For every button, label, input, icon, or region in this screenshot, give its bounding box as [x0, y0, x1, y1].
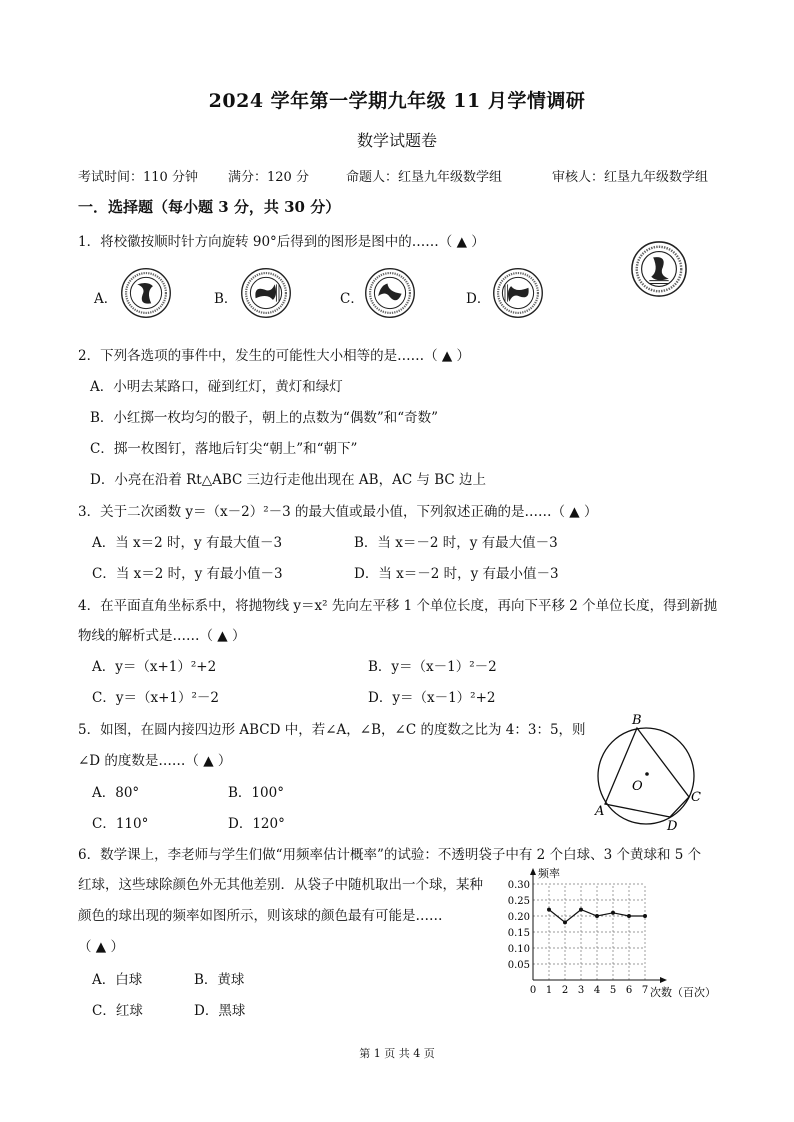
q5-stem-line2: ∠D 的度数是……（ ▲ ） — [78, 753, 232, 769]
chart-ytick-label: 0.20 — [507, 912, 530, 923]
chart-data-point — [579, 908, 583, 912]
q2-option-c: C．掷一枚图钉，落地后钉尖“朝上”和“朝下” — [90, 441, 358, 457]
q1-label-d: D． — [466, 291, 491, 307]
q5-circle-figure — [590, 710, 720, 834]
full-score: 满分：120 分 — [228, 170, 309, 185]
q5-label-a: A — [595, 804, 605, 819]
school-seal-option-a — [120, 267, 172, 319]
chart-xtick-label: 0 — [529, 985, 537, 996]
reviewer: 审核人：红垦九年级数学组 — [552, 170, 709, 185]
chart-data-point — [547, 908, 551, 912]
q3-option-b: B．当 x＝－2 时，y 有最大值－3 — [354, 535, 558, 551]
q6-stem-line1: 6．数学课上，李老师与学生们做“用频率估计概率”的试验：不透明袋子中有 2 个白球、3 个黄球和 5 个 — [78, 847, 702, 863]
q2-option-d: D．小亮在沿着 Rt△ABC 三边行走他出现在 AB，AC 与 BC 边上 — [90, 472, 487, 488]
q5-label-d: D — [667, 819, 678, 834]
chart-x-arrow — [660, 977, 667, 983]
q1-label-a: A． — [94, 291, 118, 307]
chart-xtick-label: 5 — [609, 985, 617, 996]
chart-ytick-label: 0.30 — [507, 880, 530, 891]
chart-ytick-label: 0.15 — [507, 928, 530, 939]
school-seal-reference — [630, 240, 688, 298]
chart-data-point — [627, 914, 631, 918]
chart-data-point — [611, 911, 615, 915]
school-seal-option-c — [364, 267, 416, 319]
chart-data-point — [595, 914, 599, 918]
q3-option-d: D．当 x＝－2 时，y 有最小值－3 — [354, 566, 559, 582]
q6-stem-line2: 红球，这些球除颜色外无其他差别．从袋子中随机取出一个球，某种 — [78, 877, 483, 893]
exam-time: 考试时间：110 分钟 — [78, 170, 198, 185]
chart-ytick-label: 0.25 — [507, 896, 530, 907]
q1-label-b: B． — [214, 291, 238, 307]
chart-ytick-label: 0.05 — [507, 960, 530, 971]
q4-option-c: C．y＝（x+1）²－2 — [92, 690, 219, 706]
chart-data-point — [563, 920, 567, 924]
school-seal-option-d — [492, 267, 544, 319]
q4-stem-line2: 物线的解析式是……（ ▲ ） — [78, 628, 246, 644]
chart-data-point — [643, 914, 647, 918]
q6-option-b: B．黄球 — [194, 972, 245, 988]
q2-stem: 2．下列各选项的事件中，发生的可能性大小相等的是……（ ▲ ） — [78, 348, 471, 364]
q5-option-d: D．120° — [228, 816, 285, 832]
q1-label-c: C． — [340, 291, 364, 307]
chart-y-arrow — [530, 868, 536, 875]
q4-option-b: B．y＝（x－1）²－2 — [368, 659, 497, 675]
chart-xtick-label: 6 — [625, 985, 633, 996]
q5-label-c: C — [691, 790, 701, 805]
q1-stem: 1．将校徽按顺时针方向旋转 90°后得到的图形是图中的……（ ▲ ） — [78, 234, 485, 250]
q6-stem-line4: （ ▲ ） — [78, 939, 124, 955]
q5-label-o: O — [632, 779, 643, 794]
q5-option-a: A．80° — [92, 785, 140, 801]
chart-xtick-label: 4 — [593, 985, 601, 996]
q5-option-b: B．100° — [228, 785, 284, 801]
q4-option-a: A．y＝（x+1）²+2 — [92, 659, 217, 675]
q6-stem-line3: 颜色的球出现的频率如图所示，则该球的颜色最有可能是…… — [78, 908, 443, 924]
q2-option-a: A．小明去某路口，碰到红灯，黄灯和绿灯 — [90, 379, 343, 395]
school-seal-option-b — [240, 267, 292, 319]
page-footer: 第 1 页 共 4 页 — [359, 1047, 435, 1060]
q3-option-c: C．当 x＝2 时，y 有最小值－3 — [92, 566, 283, 582]
page-title: 2024 学年第一学期九年级 11 月学情调研 — [208, 90, 586, 112]
q5-label-b: B — [632, 713, 642, 728]
chart-ytick-label: 0.10 — [507, 944, 530, 955]
chart-ylabel: 频率 — [538, 867, 560, 880]
frequency-chart — [500, 862, 750, 1004]
q6-option-c: C．红球 — [92, 1003, 143, 1019]
page-subtitle: 数学试题卷 — [356, 131, 437, 150]
chart-xtick-label: 3 — [577, 985, 585, 996]
q6-option-a: A．白球 — [92, 972, 143, 988]
chart-xtick-label: 7 — [641, 985, 649, 996]
q6-option-d: D．黑球 — [194, 1003, 246, 1019]
section-heading: 一．选择题（每小题 3 分，共 30 分） — [78, 198, 341, 216]
chart-xtick-label: 2 — [561, 985, 569, 996]
q3-option-a: A．当 x＝2 时，y 有最大值－3 — [92, 535, 283, 551]
q4-stem-line1: 4．在平面直角坐标系中，将抛物线 y＝x² 先向左平移 1 个单位长度，再向下平移 2 个单位长度，得到新抛 — [78, 598, 718, 614]
chart-xtick-label: 1 — [545, 985, 553, 996]
q2-option-b: B．小红掷一枚均匀的骰子，朝上的点数为“偶数”和“奇数” — [90, 410, 439, 426]
q5-option-c: C．110° — [92, 816, 149, 832]
chart-xlabel: 次数（百次） — [650, 986, 716, 999]
author: 命题人：红垦九年级数学组 — [346, 170, 503, 185]
q4-option-d: D．y＝（x－1）²+2 — [368, 690, 496, 706]
q3-stem: 3．关于二次函数 y＝（x－2）²－3 的最大值或最小值，下列叙述正确的是……（ ▲ ） — [78, 504, 598, 520]
q5-stem-line1: 5．如图，在圆内接四边形 ABCD 中，若∠A，∠B，∠C 的度数之比为 4：3：5，则 — [78, 722, 586, 738]
